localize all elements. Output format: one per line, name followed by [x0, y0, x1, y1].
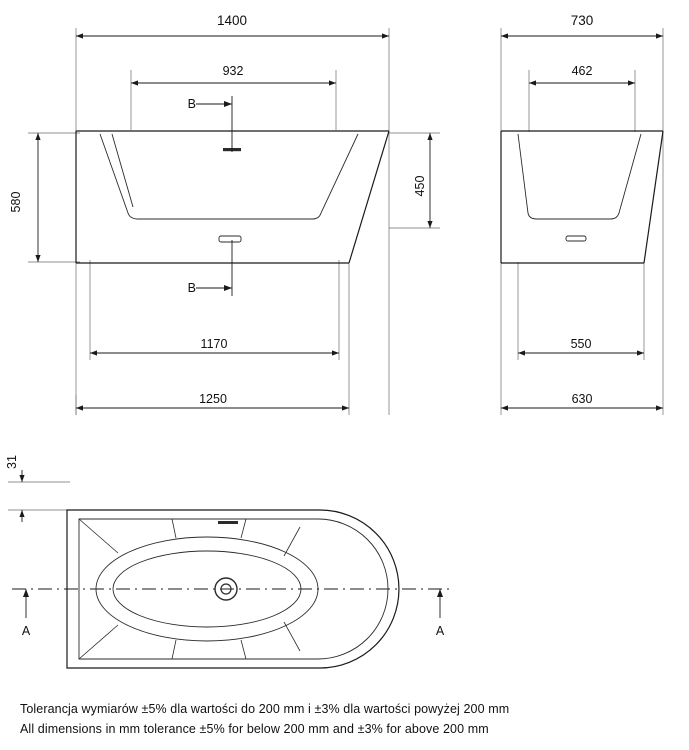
top-overflow-mark [218, 521, 238, 524]
section-b-bottom-label: B [187, 281, 196, 295]
dim-630-label: 630 [571, 392, 593, 406]
side-extension-lines [501, 28, 663, 415]
top-dimension-lines [19, 470, 24, 522]
side-tub-outline [501, 131, 663, 263]
dim-580-label: 580 [9, 191, 23, 213]
dim-450-label: 450 [413, 175, 427, 197]
side-waste-mark [566, 236, 586, 241]
section-a-left-label: A [21, 624, 31, 638]
section-a-right-label: A [435, 624, 445, 638]
front-elevation-view [9, 13, 440, 415]
front-extension-lines [28, 28, 440, 415]
top-plan-view [5, 455, 452, 668]
section-b-top-label: B [187, 97, 196, 111]
front-dimension-lines [35, 33, 432, 410]
front-fixture-marks [219, 148, 241, 242]
front-section-marks [196, 96, 232, 296]
dim-1250-label: 1250 [199, 392, 227, 406]
side-dimension-lines [501, 33, 663, 410]
dim-462-label: 462 [571, 64, 593, 78]
side-tub-inner [518, 134, 641, 219]
tolerance-note-pl: Tolerancja wymiarów ±5% dla wartości do 200 mm i ±3% dla wartości powyżej 200 mm [20, 702, 510, 716]
top-extension-lines [8, 482, 70, 510]
front-tub-inner [100, 134, 358, 219]
dim-1400-label: 1400 [216, 13, 248, 28]
side-elevation-view [501, 13, 663, 415]
dim-932-label: 932 [222, 64, 244, 78]
dim-550-label: 550 [570, 337, 592, 351]
dim-730-label: 730 [570, 13, 594, 28]
section-a-arrows [23, 589, 443, 618]
dim-31-label: 31 [5, 455, 19, 469]
tolerance-note-en: All dimensions in mm tolerance ±5% for below 200 mm and ±3% for above 200 mm [20, 722, 489, 736]
dim-1170-label: 1170 [200, 337, 228, 351]
